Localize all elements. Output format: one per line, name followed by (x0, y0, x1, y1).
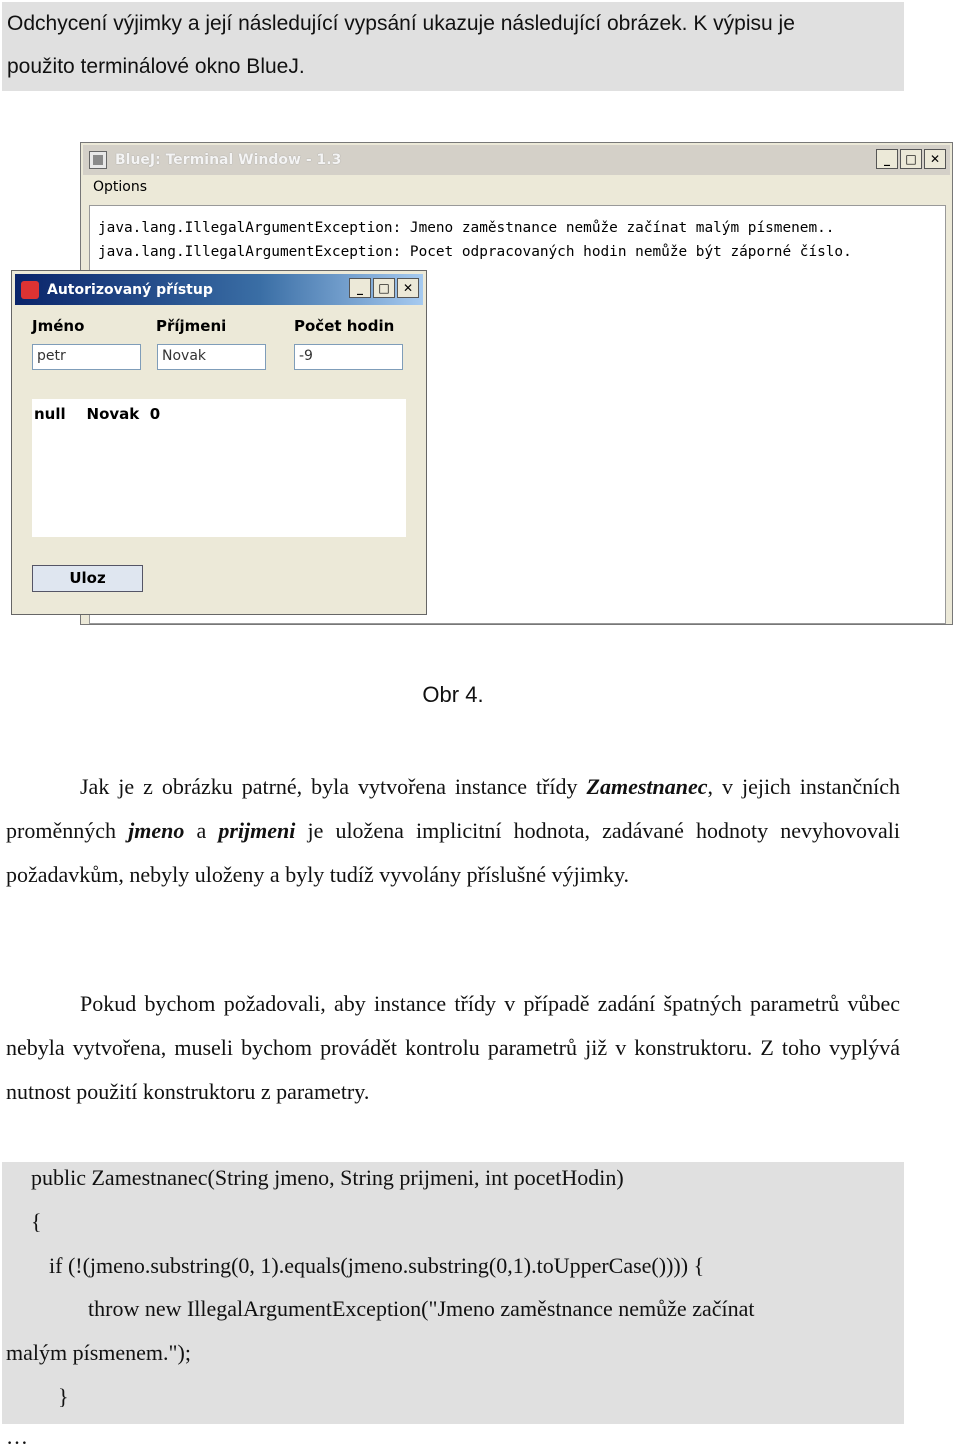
code-line-3: if (!(jmeno.substring(0, 1).equals(jmeno.substring(0,1).toUpperCase()))) { (49, 1253, 705, 1278)
prijmeni-input[interactable]: Novak (157, 344, 266, 370)
maximize-icon[interactable]: □ (373, 278, 395, 298)
dialog-output-area[interactable] (32, 399, 406, 537)
intro-line-2: použito terminálové okno BlueJ. (7, 55, 305, 78)
jmeno-label: Jméno (32, 317, 85, 335)
authorized-access-dialog (11, 270, 427, 615)
jmeno-input[interactable]: petr (32, 344, 141, 370)
code-line-6: } (58, 1384, 69, 1409)
close-icon[interactable]: ✕ (397, 278, 419, 298)
dialog-title: Autorizovaný přístup (47, 281, 213, 298)
dialog-output-text: null Novak 0 (34, 405, 161, 423)
terminal-line-1: java.lang.IllegalArgumentException: Jmeno zaměstnance nemůže začínat malým písmenem.. (98, 220, 835, 236)
paragraph-1-text-d: je uložena implicitní hodnota, zadávané hodnoty nevyhovovali požadavkům, nebyly uloženy a byly tudíž vyvolány příslušné výjimky. (6, 818, 901, 887)
paragraph-1-text-c: a (184, 818, 219, 843)
paragraph-2-text: Pokud bychom požadovali, aby instance třídy v případě zadání špatných parametrů vůbec nebyla vytvořena, museli bychom provádět kontrolu parametrů již v konstruktoru. Z toho vyplývá nutnost použití konstruktoru z parametry. (6, 991, 900, 1104)
figure-caption: Obr 4. (422, 682, 484, 707)
minimize-icon[interactable]: _ (876, 149, 898, 169)
terminal-title: BlueJ: Terminal Window - 1.3 (115, 152, 342, 168)
paragraph-1-text-b: , v jejich instančních proměnných (6, 774, 900, 843)
paragraph-1 (6, 765, 900, 897)
ellipsis: … (6, 1424, 28, 1449)
prijmeni-label: Příjmeni (156, 317, 227, 335)
intro-line-1: Odchycení výjimky a její následující vypsání ukazuje následující obrázek. K výpisu je (7, 12, 795, 35)
close-icon[interactable]: ✕ (924, 149, 946, 169)
paragraph-2 (6, 982, 900, 1114)
code-line-1: public Zamestnanec(String jmeno, String prijmeni, int pocetHodin) (31, 1165, 624, 1190)
var-jmeno: jmeno (128, 818, 185, 843)
java-app-icon (21, 281, 39, 299)
terminal-menubar (83, 175, 950, 199)
code-line-5: malým písmenem."); (6, 1340, 191, 1365)
class-name-zamestnanec: Zamestnanec (586, 774, 708, 799)
code-line-2: { (31, 1209, 42, 1234)
bluej-app-icon (89, 151, 107, 169)
paragraph-1-text-a: Jak je z obrázku patrné, byla vytvořena instance třídy (80, 774, 587, 799)
code-line-4: throw new IllegalArgumentException("Jmeno zaměstnance nemůže začínat (88, 1296, 755, 1321)
intro-block (2, 2, 904, 91)
dialog-titlebar[interactable] (15, 274, 423, 305)
minimize-icon[interactable]: _ (349, 278, 371, 298)
terminal-window-controls (876, 149, 946, 169)
uloz-button[interactable]: Uloz (32, 565, 143, 592)
terminal-line-2: java.lang.IllegalArgumentException: Pocet odpracovaných hodin nemůže být záporné číslo. (98, 244, 852, 260)
pocet-hodin-input[interactable]: -9 (294, 344, 403, 370)
code-block (2, 1162, 904, 1424)
menu-options[interactable]: Options (93, 179, 148, 195)
terminal-titlebar[interactable] (83, 145, 950, 175)
maximize-icon[interactable]: □ (900, 149, 922, 169)
pocet-hodin-label: Počet hodin (294, 317, 395, 335)
dialog-window-controls (349, 278, 419, 298)
var-prijmeni: prijmeni (218, 818, 296, 843)
